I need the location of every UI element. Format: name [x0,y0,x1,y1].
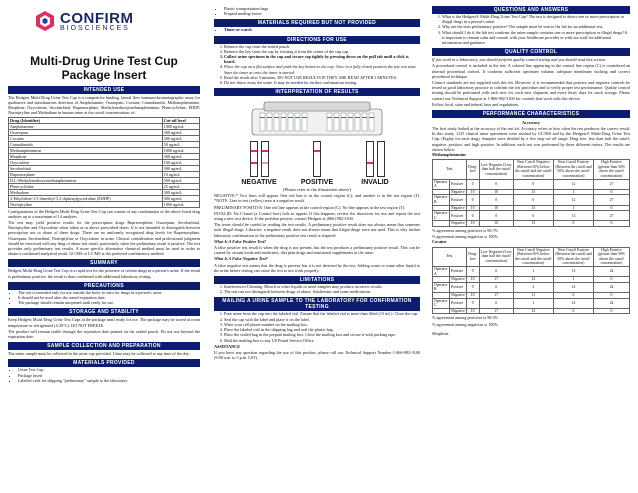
section-heading-interpretation: INTERPRETATION OF RESULTS [214,88,420,96]
label-invalid: INVALID [361,179,389,187]
negative-text: NEGATIVE:* Two lines will appear. One red line is in the control region (C), and another is in the test region (T). *NOTE: Line in test (yellow) area is a negative result. [214,193,420,204]
cutoff-level: 1000 ng/mL [162,147,199,153]
preliminary-text: PRELIMINARY POSITIVE: One red line appears in the control region (C). No line appears in the test region (T). [214,204,406,210]
perf-cell: Operator A [434,266,448,276]
list-item: 2. Remove the key from the cup by twisting it from the center of the cup cap. [224,49,420,54]
perf-cell: 0 [479,195,513,205]
brand-mark-icon [34,10,56,32]
perf-header-nearpos: Near Cutoff Positive (Between the cutoff and 50% above the cutoff concentration) [555,160,592,179]
cutoff-header-drug: Drug (Identifier) [9,117,163,123]
list-item: 1. Pour urine from the cup into the labeled vial. Ensure that the labeled vial is more than filled (15 mL). Close the cap. [224,311,420,316]
perf-cell: Negative [451,277,465,282]
block3-title: Morphine [432,330,449,336]
cutoff-level: 300 ng/mL [162,195,199,201]
perf-cell: 24 [593,266,629,276]
perf-cell: 0 [466,211,479,221]
perf-cell: Positive [450,282,467,292]
false-negative-answer: A false negative test means that the drug is present, but it is not detected by the test. Adding water or some other liquid to the urine before testing can cause the test to not work properly. [214,262,420,273]
section-heading-precautions: PRECAUTIONS [8,282,200,290]
column-right [432,6,630,336]
assistance-text: If you have any question regarding the use of this product, please call our Technical Support Number 1-866-982-3100 (9:00 a.m. to 5 p.m. CST). [214,349,420,361]
section-heading-specimen: SAMPLE COLLECTION AND PREPARATION [8,342,200,350]
materials-provided-continued [214,6,420,16]
perf-header-nearneg: Near Cutoff Negative (Between 50% below the cutoff and the cutoff concentration) [514,247,552,266]
perf-cell: 0 [479,282,513,292]
perf-cell: Negative [451,292,465,297]
cutoff-drug: Methamphetamine [9,147,163,153]
perf-cell: 10 [479,205,513,211]
perf-cell: 12 [513,308,553,314]
table-row [9,195,200,201]
perf-cell: 0 [593,292,629,298]
section-heading-questions: QUESTIONS AND ANSWERS [432,6,630,14]
table-row [433,211,630,221]
invalid-strips [348,141,402,177]
materials-provided-list [8,367,200,383]
perf-cell: 10 [466,205,479,211]
perf-cell: 1 [513,298,553,308]
perf-cell: 27 [593,179,629,189]
positive-strips [290,141,344,177]
perf-cell: 0 [466,298,479,308]
perf-cell: 0 [513,179,553,189]
perf-header-test: Test [433,247,467,266]
perf-cell: 0 [593,221,629,227]
perf-cell: 0 [466,282,479,292]
cutoff-drug: Amphetamine [9,123,163,129]
perf-cell: 0 [593,189,629,195]
perf-header-lowneg: Low Negative (Less than half the cutoff concentration) [479,160,513,179]
perf-cell: 10 [466,277,479,283]
section-heading-storage: STORAGE AND STABILITY [8,308,200,316]
false-positive-question: What Is A False Positive Test? [214,238,267,244]
questions-list [432,14,630,45]
list-item: 1. Interferences/Cheating. Bleach or other liquids to urine samples may produce incorrect results. [224,284,420,289]
list-item: • Labeled vials for shipping "preliminary" sample to the laboratory [18,378,200,383]
list-item: 2. The test can not distinguish between drugs of abuse, Adulterants and some medications. [224,289,420,294]
perf-cell: 0 [479,179,513,189]
cutoff-level: 10 ng/mL [162,171,199,177]
perf-cell: Positive [450,211,467,221]
negative-strips [232,141,286,177]
directions-list [214,44,420,86]
perf-cell: 0 [466,179,479,189]
summary-text: Hedgest Multi-Drug Urine Test Cup is a rapid test for the presence of certain drugs in a person's urine. If the result is preliminary positive, the result is then confirmed with additional laboratory testing. [8,268,200,279]
perf-cell: Positive [450,179,467,189]
column-left [8,6,200,383]
storage-text: Keep Hedgest Multi-Drug Urine Test Cups in the package until ready for use. The package may be stored at room temperature or refrigerated (4-30°C). DO NOT FREEZE. [8,317,200,328]
perf-cell: Positive [450,298,467,308]
perf-cell: 12 [553,195,593,205]
list-item: • It should not be used after the stated expiration date. [18,295,200,300]
perf-cell: Positive [450,266,467,276]
perf-cell: 10 [466,189,479,195]
storage-text-2: The product will remain stable through the expiration date printed on the sealed pouch. Do not use beyond the expiration date. [8,328,200,340]
title-line-2: Package Insert [61,68,147,83]
cutoff-header-level: Cut-off level [162,117,199,123]
perf-cell: 27 [593,211,629,221]
section-heading-limitations: LIMITATIONS [214,276,420,284]
block1-agree-negative: % agreement among negatives is 100% [432,234,498,240]
perf-cell: 1 [553,205,593,211]
list-item: 3. Collect urine specimen in the cup and secure cap tightly by pressing down on the pull tab until a click is heard. [224,54,420,64]
cutoff-level: 1000 ng/mL [162,123,199,129]
cutoff-drug: Oxazepam [9,129,163,135]
perf-cell: 13 [553,211,593,221]
perf-cell: 17 [479,292,513,298]
perf-cell: Positive [450,195,467,205]
precautions-list [8,290,200,306]
perf-cell: Operator B [434,195,448,205]
cutoff-drug: Methadone [9,189,163,195]
perf-cell: 10 [466,308,479,314]
perf-cell: 0 [479,298,513,308]
perf-cell: Operator C [434,211,448,220]
result-strips [232,141,402,177]
list-item: 1. Remove the cup from the sealed pouch. [224,44,420,49]
cutoff-drug: D,L-Methylenedioxymethamphetamine [9,177,163,183]
performance-table-cocaine [432,247,630,315]
list-item: 5. Read the result after 5 minutes. DO NOT USE RESULTS IF THEY ARE READ AFTER 5 MINUTES. [224,75,420,80]
false-negative-question: What Is A False Negative Test? [214,256,268,262]
perf-cell: 0 [553,221,593,227]
perf-cell: Negative [451,205,465,210]
table-row [433,266,630,276]
perf-cell: 10 [479,221,513,227]
list-item: 2. Why are the tests preliminary positive? The sample must be sent to the lab for an additional test. [442,24,630,29]
perf-header-highpos: High Positive (greater than 50% above the cutoff concentration) [593,247,629,266]
perf-cell: 13 [513,221,553,227]
cutoff-drug: Nortriptyline [9,201,163,207]
perf-cell: 12 [553,179,593,189]
cutoff-drug: Cocaine [9,135,163,141]
table-row [433,308,630,314]
brand-name: CONFIRM [60,9,134,27]
perf-cell: 2 [513,282,553,292]
perf-cell: 0 [553,292,593,298]
note-text: The tester should be careful in reading the test results. A preliminary positive result does not always mean that someone took illegal drugs. Likewise, a negative result does not always mean that illegal drugs were not used. This is why further laboratory confirmation of the preliminary positive test result is required. [214,222,420,238]
accuracy-heading: Accuracy [521,120,541,126]
list-item: 6. Do not throw away the urine. It may be needed for further confirmation testing. [224,80,420,85]
section-heading-intended-use: INTENDED USE [8,86,200,94]
section-heading-mailing: MAILING A URINE SAMPLE TO THE LABORATORY FOR CONFIRMATION TESTING [214,297,420,311]
perf-header-drugfree: Drug-free [466,247,479,266]
section-heading-performance: PERFORMANCE CHARACTERISTICS [432,110,630,118]
specimen-text: The urine sample must be collected in the urine cup provided. Urine may be collected at any time of the day. [8,351,190,357]
perf-header-nearneg: Near Cutoff Negative (Between 50% below the cutoff and the cutoff concentration) [514,160,552,179]
table-row [433,298,630,308]
section-heading-directions: DIRECTIONS FOR USE [214,36,420,44]
block2-agree-positive: % agreement among positives is 98.3% [432,315,499,321]
invalid-text: INVALID: No C-band (a Control line) fails to appear. If this happens, review the directions for use and repeat the test using a new test device. If the problem persists, contact Hedgest at (866) 982-3100. [214,210,420,222]
perf-cell: 0 [479,266,513,276]
perf-cell: Negative [451,189,465,194]
perf-cell: 0 [513,195,553,205]
list-item: 4. Place the labeled vial in the shipping bag and seal the plastic bag. [224,327,420,332]
block1-agree-positive: % agreement among positives is 96.7% [432,227,499,233]
limitations-list [214,284,420,294]
block2-title: Cocaine [432,239,447,245]
label-positive: POSITIVE [300,179,334,187]
perf-cell: 0 [593,205,629,211]
block2-agree-negative: % agreement among negatives is 100% [432,321,498,327]
cutoff-level: 300 ng/mL [162,189,199,195]
perf-cell: 0 [479,211,513,221]
cutoff-level: 300 ng/mL [162,153,199,159]
strip-caption: (Please refer to the illustration above) [283,187,351,193]
performance-text: The first study looked at the accuracy of the test kit. Accuracy refers to how often the test produces the correct result. In this study, 1125 clinical urine specimens were studied by GC/MS and by the Hedgest® Multi-Drug Urine Test Cup. (Eighty for each drug). Samples were divided by a five step cut-off range: Drug free, less than half the cutoff, negative, positive, and high positive. In addition, each test was performed by three different testers. The results are shown below: [432,126,630,152]
list-item: 5. Place the sealed bag in the prepaid mailing box. Close the mailing box and secure it with packing tape. [224,332,420,337]
block1-title: Methamphetamine [432,152,466,158]
perf-cell: 0 [466,266,479,276]
list-item: 6. Mail the mailing box to any US Postal Service Office. [224,338,420,343]
column-middle [214,6,420,360]
perf-cell: 0 [513,211,553,221]
perf-cell: Negative [451,221,465,226]
table-row [433,282,630,292]
quality-text-4: Follow local, state and federal laws and regulations. [432,101,520,107]
perf-cell: 17 [479,308,513,314]
perf-cell [433,221,450,227]
intended-use-after: Configurations of the Hedgest Multi-Drug Urine Test Cup can consist of any combination of the above listed drug analytes up to a maximum of 14 analytes. [8,208,200,219]
assistance-heading: ASSISTANCE [214,343,240,349]
perf-cell: Operator A [434,179,448,189]
perf-cell: 1 [553,189,593,195]
perf-header-nearpos: Near Cutoff Positive (Between the cutoff and 50% above the cutoff concentration) [555,247,592,266]
label-negative: NEGATIVE [241,179,277,187]
perf-cell: 14 [553,282,593,292]
perf-cell: Negative [451,308,465,313]
perf-header-drugfree: Drug-free [466,160,479,179]
perf-cell: 0 [593,277,629,283]
cutoff-level: 500 ng/mL [162,177,199,183]
table-row [433,221,630,227]
cutoff-level: 100 ng/mL [162,159,199,165]
perf-cell: 17 [479,277,513,283]
list-item: 4. Place the cup on a flat surface and push the key button to the cup. Once in a fully closed position the test can start. Start the timer at once the timer is started. [224,64,420,74]
list-item: • Urine Test Cup [18,367,200,372]
perf-cell: 11 [513,292,553,298]
cutoff-level: 1000 ng/mL [162,201,199,207]
document-title [8,54,200,83]
brand-logo [34,10,200,32]
quality-text-2: A procedural control is included in the test. A colored line appearing in the control line region (C) is considered an internal procedural control. It confirms sufficient specimen volume, adequate membrane wicking and correct procedural technique. [432,63,630,79]
mailing-list [214,311,420,342]
table-row [433,179,630,189]
cutoff-level: 300 ng/mL [162,129,199,135]
list-item: • Package insert [18,373,200,378]
cutoff-drug: Oxycodone [9,159,163,165]
perf-cell: Operator B [434,282,448,292]
cutoff-level: 25 ng/mL [162,183,199,189]
perf-cell: 1 [513,266,553,276]
title-line-1: Multi-Drug Urine Test Cup [30,54,178,68]
perf-cell: 13 [513,205,553,211]
cutoff-drug: Morphine [9,153,163,159]
list-item: • Timer or watch [224,27,420,32]
section-heading-summary: SUMMARY [8,259,200,267]
perf-cell: 13 [553,266,593,276]
perf-cell: 12 [513,277,553,283]
perf-header-lowneg: Low Negative (Less than half the cutoff concentration) [479,247,513,266]
perf-header-test: Test [433,160,467,179]
section-heading-quality: QUALITY CONTROL [432,48,630,56]
perf-header-highpos: High Positive (greater than 50% above the cutoff concentration) [593,160,629,179]
performance-table-methamphetamine [432,159,630,227]
perf-cell: 24 [593,282,629,292]
cutoff-drug: Phencyclidine [9,183,163,189]
table-row [9,201,200,207]
section-heading-materials-required: MATERIALS REQUIRED BUT NOT PROVIDED [214,19,420,27]
cutoff-drug: 2-Ethylidene-1,5-dimethyl-3,3-diphenylpyrrolidine (EDDP) [9,195,163,201]
list-item: 1. What is the Hedgest® Multi-Drug Urine Test Cup? The test is designed to detect one or more prescription or illegal drugs in a person's urine. [442,14,630,24]
brand-sub: BIOSCIENCES [60,24,130,32]
perf-cell: 0 [593,308,629,314]
quality-text-1: If you work in a laboratory, you should perform quality control testing and you should read this section. [432,57,607,63]
perf-cell: 10 [466,221,479,227]
cutoff-level: 50 ng/mL [162,141,199,147]
intended-use-section [8,95,200,257]
cutoff-level: 300 ng/mL [162,135,199,141]
list-item: • Prepaid mailing boxes [224,11,420,16]
section-heading-materials-provided: MATERIALS PROVIDED [8,359,200,367]
cutoff-level: 300 ng/mL [162,165,199,171]
perf-cell: 10 [479,189,513,195]
perf-cell: 14 [553,298,593,308]
list-item: • Plastic transportation bags [224,6,420,11]
cutoff-drug: Buprenorphine [9,171,163,177]
perf-cell: 0 [553,308,593,314]
perf-cell: 1 [553,277,593,283]
list-item: • The package should remain unopened until ready for use. [18,300,200,305]
cutoff-drug: Cannabinoids [9,141,163,147]
perf-cell: 13 [513,189,553,195]
false-positive-answer: A false positive test result is when the drug is not present, but the test produces a preliminary positive result. This can be caused by certain foods and medicines, diet plan drugs and nutritional supplements in the urine. [214,245,420,256]
test-cup-illustration [242,99,392,139]
intended-use-text: The Hedgest Multi-Drug Urine Test Cup is a competitive binding, lateral flow immunochromatographic assay for qualitative and simultaneous detection of Amphetamine, Oxazepam, Cocaine, Cannabinoids, Methamphetamine, Morphine, Oxycodone, Secobarbital, Buprenorphine, Methylenedioxymethamphetamine, Phencyclidine, EDDP, Nortriptyline and Methadone in human urine at the cutoff concentrations of: [8,94,200,116]
perf-cell [433,308,450,314]
perf-cell: 27 [593,195,629,205]
perf-cell: Operator C [434,298,448,308]
perf-cell: 24 [593,298,629,308]
cutoff-drug: Secobarbital [9,165,163,171]
perf-cell: 0 [466,195,479,205]
quality-text-3: Control standards are not supplied with this kit. However, it is recommended that positive and negative controls be tested as good laboratory practice to confirm the test procedure and to verify proper test performance. Quality control testing should be performed with each new lot, each new shipment and every thirty days for stock storage. Please contact our Technical Support at 1-866-982-3100 for controls that work with this device. [432,80,630,101]
list-item: 2. Seal the cap with the label and place it on the label. [224,317,420,322]
intended-use-para2: The test may yield positive results for the prescription drugs Buprenorphine, Oxazepam, Secobarbital, Nortriptyline and Oxycodone when taken at or above prescribed doses. It is not intended to distinguish between prescription use or abuse of these drugs. There are no uniformly recognized drug levels for Buprenorphine, Oxazepam, Secobarbital, Nortriptyline or Oxycodone in urine. Clinical consideration and professional judgment should be exercised with any drug of abuse test result, particularly when the preliminary result is positive. The test provides only preliminary test results. A more specific alternative chemical method must be used in order to obtain a confirmed analytical result. GC/MS or LC/MS is the preferred confirmatory method. [8,220,200,257]
table-row [433,195,630,205]
list-item: • The test is intended only for use outside the body in vitro for drugs in a person's urine. [18,290,200,295]
list-item: 3. What should I do if the lab test confirms the urine sample contains one or more prescription or illegal drugs? It is important to remain calm and consult with your healthcare provider or with our staff for additional information and guidance. [442,30,630,46]
cutoff-table [8,117,200,208]
list-item: 3. Write your cell phone number on the mailing box. [224,322,420,327]
perf-cell: 10 [466,292,479,298]
